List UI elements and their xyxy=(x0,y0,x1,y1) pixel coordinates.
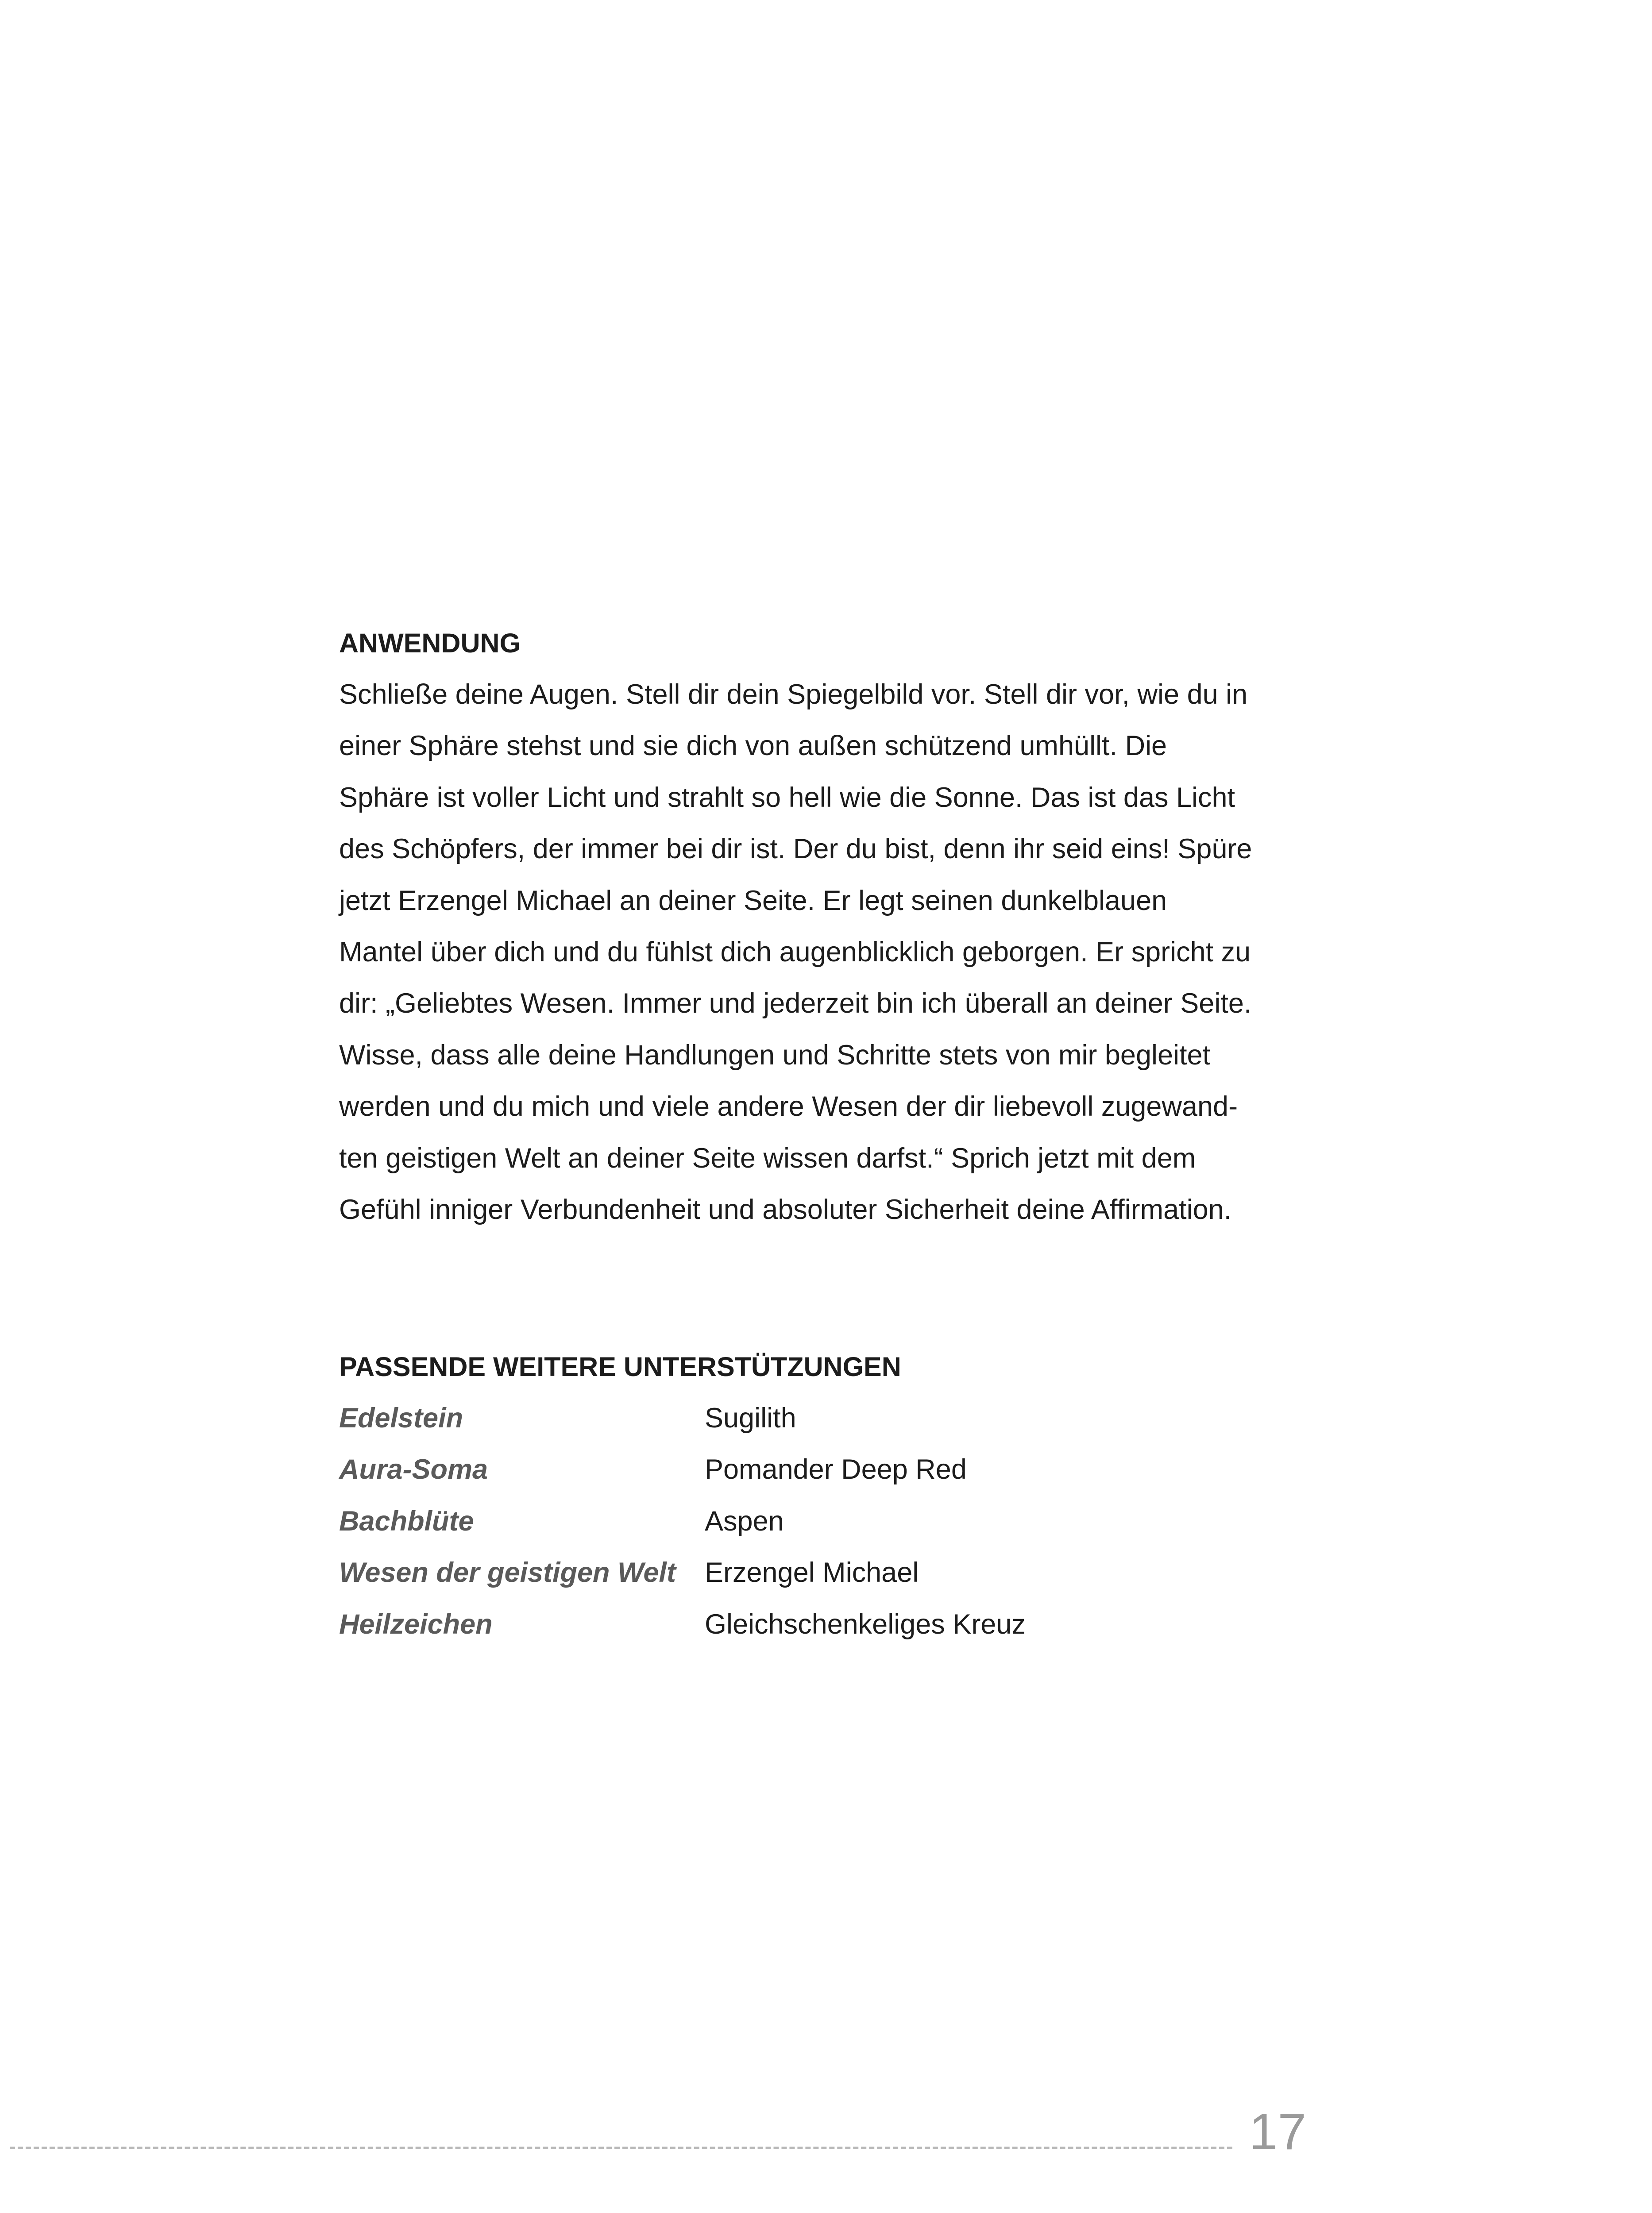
support-value: Aspen xyxy=(705,1505,784,1537)
support-table xyxy=(339,1392,1313,1650)
support-value: Sugilith xyxy=(705,1403,796,1434)
text-line: einer Sphäre stehst und sie dich von außen schützend umhüllt. Die xyxy=(339,730,1167,762)
footer-dashed-divider xyxy=(10,2147,1232,2149)
support-section xyxy=(339,1341,1313,1650)
support-label: Bachblüte xyxy=(339,1505,474,1537)
text-line: werden und du mich und viele andere Wesen der dir liebevoll zugewand- xyxy=(339,1091,1238,1122)
text-line: des Schöpfers, der immer bei dir ist. Der du bist, denn ihr seid eins! Spüre xyxy=(339,833,1252,865)
page-number: 17 xyxy=(1249,2103,1307,2160)
text-line: Schließe deine Augen. Stell dir dein Spiegelbild vor. Stell dir vor, wie du in xyxy=(339,679,1248,710)
text-line: jetzt Erzengel Michael an deiner Seite. Er legt seinen dunkelblauen xyxy=(339,885,1167,916)
text-line: Sphäre ist voller Licht und strahlt so hell wie die Sonne. Das ist das Licht xyxy=(339,782,1235,813)
support-row xyxy=(339,1444,1313,1495)
page-footer xyxy=(0,2092,1652,2180)
support-row xyxy=(339,1392,1313,1444)
support-row xyxy=(339,1599,1313,1650)
support-label: Heilzeichen xyxy=(339,1608,493,1640)
text-line: Gefühl inniger Verbundenheit und absoluter Sicherheit deine Affirmation. xyxy=(339,1194,1232,1226)
support-label: Wesen der geistigen Welt xyxy=(339,1557,676,1588)
support-heading: PASSENDE WEITERE UNTERSTÜTZUNGEN xyxy=(339,1352,901,1382)
support-value: Pomander Deep Red xyxy=(705,1454,967,1485)
anwendung-section xyxy=(339,617,1313,1235)
anwendung-heading: ANWENDUNG xyxy=(339,628,521,658)
support-row xyxy=(339,1496,1313,1547)
text-line: Wisse, dass alle deine Handlungen und Schritte stets von mir begleitet xyxy=(339,1039,1211,1071)
text-line: ten geistigen Welt an deiner Seite wissen darfst.“ Sprich jetzt mit dem xyxy=(339,1142,1196,1174)
anwendung-text xyxy=(339,669,1313,1235)
support-value: Gleichschenkeliges Kreuz xyxy=(705,1608,1026,1640)
support-value: Erzengel Michael xyxy=(705,1557,919,1588)
text-line: dir: „Geliebtes Wesen. Immer und jederzeit bin ich überall an deiner Seite. xyxy=(339,988,1252,1019)
text-line: Mantel über dich und du fühlst dich augenblicklich geborgen. Er spricht zu xyxy=(339,937,1251,968)
support-row xyxy=(339,1547,1313,1598)
support-label: Aura-Soma xyxy=(339,1454,488,1485)
support-label: Edelstein xyxy=(339,1403,463,1434)
